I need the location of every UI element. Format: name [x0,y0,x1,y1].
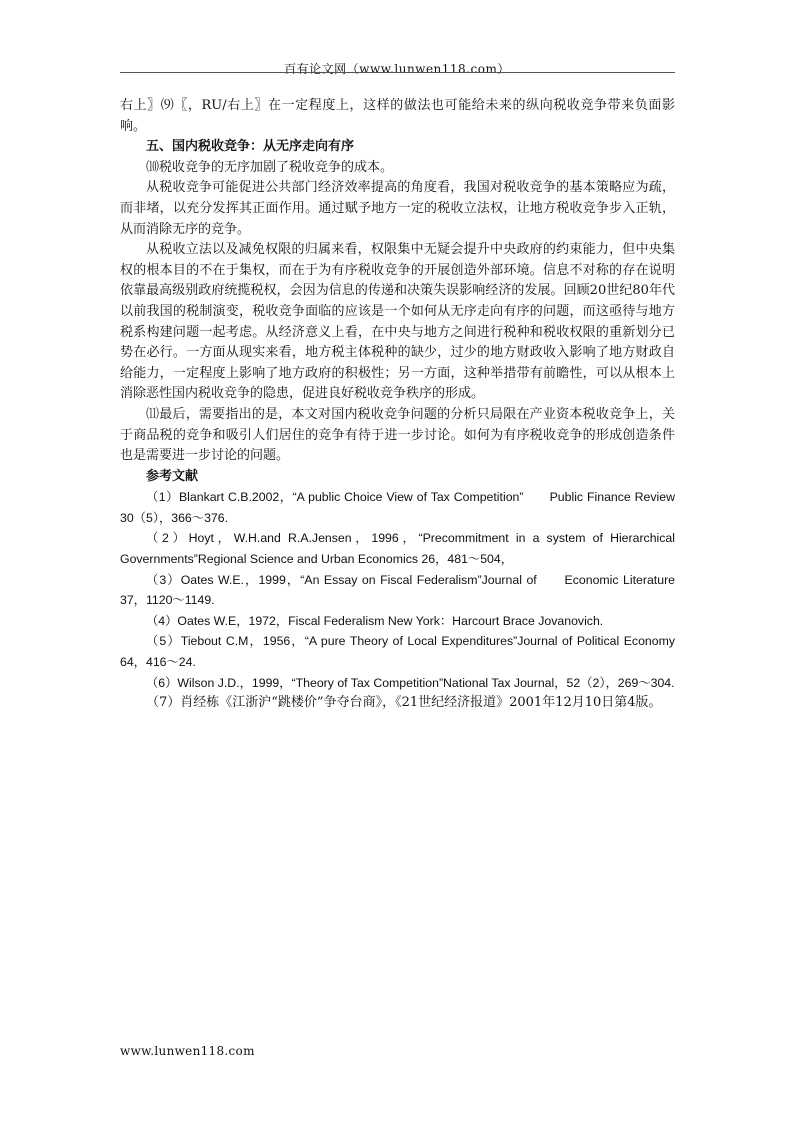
legislation-paragraph: 从税收立法以及减免权限的归属来看，权限集中无疑会提升中央政府的约束能力，但中央集权的根本目的不在于集权，而在于为有序税收竞争的开展创造外部环境。信息不对称的存在说明依靠最高级别政府统揽税权，会因为信息的传递和决策失误影响经济的发展。回顾20世纪80年代以前我国的税制演变，税收竞争面临的应该是一个如何从无序走向有序的问题，而这亟待与地方税系构建问题一起考虑。从经济意义上看，在中央与地方之间进行税种和税收权限的重新划分已势在必行。一方面从现实来看，地方税主体税种的缺少，过少的地方财政收入影响了地方财政自给能力，一定程度上影响了地方政府的积极性；另一方面，这种举措带有前瞻性，可以从根本上消除恶性国内税收竞争的隐患，促进良好税收竞争秩序的形成。 [120,242,675,402]
reference-item: （7）肖经栋《江浙沪“跳楼价”争夺台商》，《21世纪经济报道》2001年12月10日第4版。 [146,695,662,711]
reference-item: （6）Wilson J.D.，1999，“Theory of Tax Competition”National Tax Journal，52（2），269～304. [146,675,675,690]
references-heading: 参考文献 [146,468,199,484]
reference-item: （4）Oates W.E，1972，Fiscal Federalism New York：Harcourt Brace Jovanovich. [146,613,604,628]
note-11-paragraph: ⑾最后，需要指出的是，本文对国内税收竞争问题的分析只局限在产业资本税收竞争上，关于商品税的竞争和吸引人们居住的竞争有待于进一步讨论。如何为有序税收竞争的形成创造条件也是需要进一步讨论的问题。 [120,406,675,464]
footer-url: www.lunwen118.com [120,1044,255,1058]
reference-item: （3）Oates W.E.，1999，“An Essay on Fiscal Federalism”Journal of Economic Literature 37，1120～1149. [120,572,675,608]
document-body [120,96,675,714]
page-header: 百有论文网（www.lunwen118.com） [284,62,510,76]
header-divider [120,72,675,73]
reference-item: （5）Tiebout C.M，1956，“A pure Theory of Local Expenditures”Journal of Political Economy 64，416～24. [120,634,675,670]
policy-paragraph: 从税收竞争可能促进公共部门经济效率提高的角度看，我国对税收竞争的基本策略应为疏，而非堵，以充分发挥其正面作用。通过赋予地方一定的税收立法权，让地方税收竞争步入正轨，从而消除无序的竞争。 [120,180,675,237]
intro-paragraph: 右上〗⑼〖，RU/右上〗在一定程度上，这样的做法也可能给未来的纵向税收竞争带来负面影响。 [120,98,675,134]
reference-item: （1）Blankart C.B.2002，“A public Choice View of Tax Competition” Public Finance Review 30（5），366～376. [120,490,675,525]
reference-item: （2）Hoyt，W.H.and R.A.Jensen，1996，“Precommitment in a system of Hierarchical Governments”Regional Science and Urban Economics 26，481～504， [120,531,675,567]
section-heading: 五、国内税收竞争：从无序走向有序 [146,139,355,155]
note-10-paragraph: ⑽税收竞争的无序加剧了税收竞争的成本。 [146,159,394,175]
